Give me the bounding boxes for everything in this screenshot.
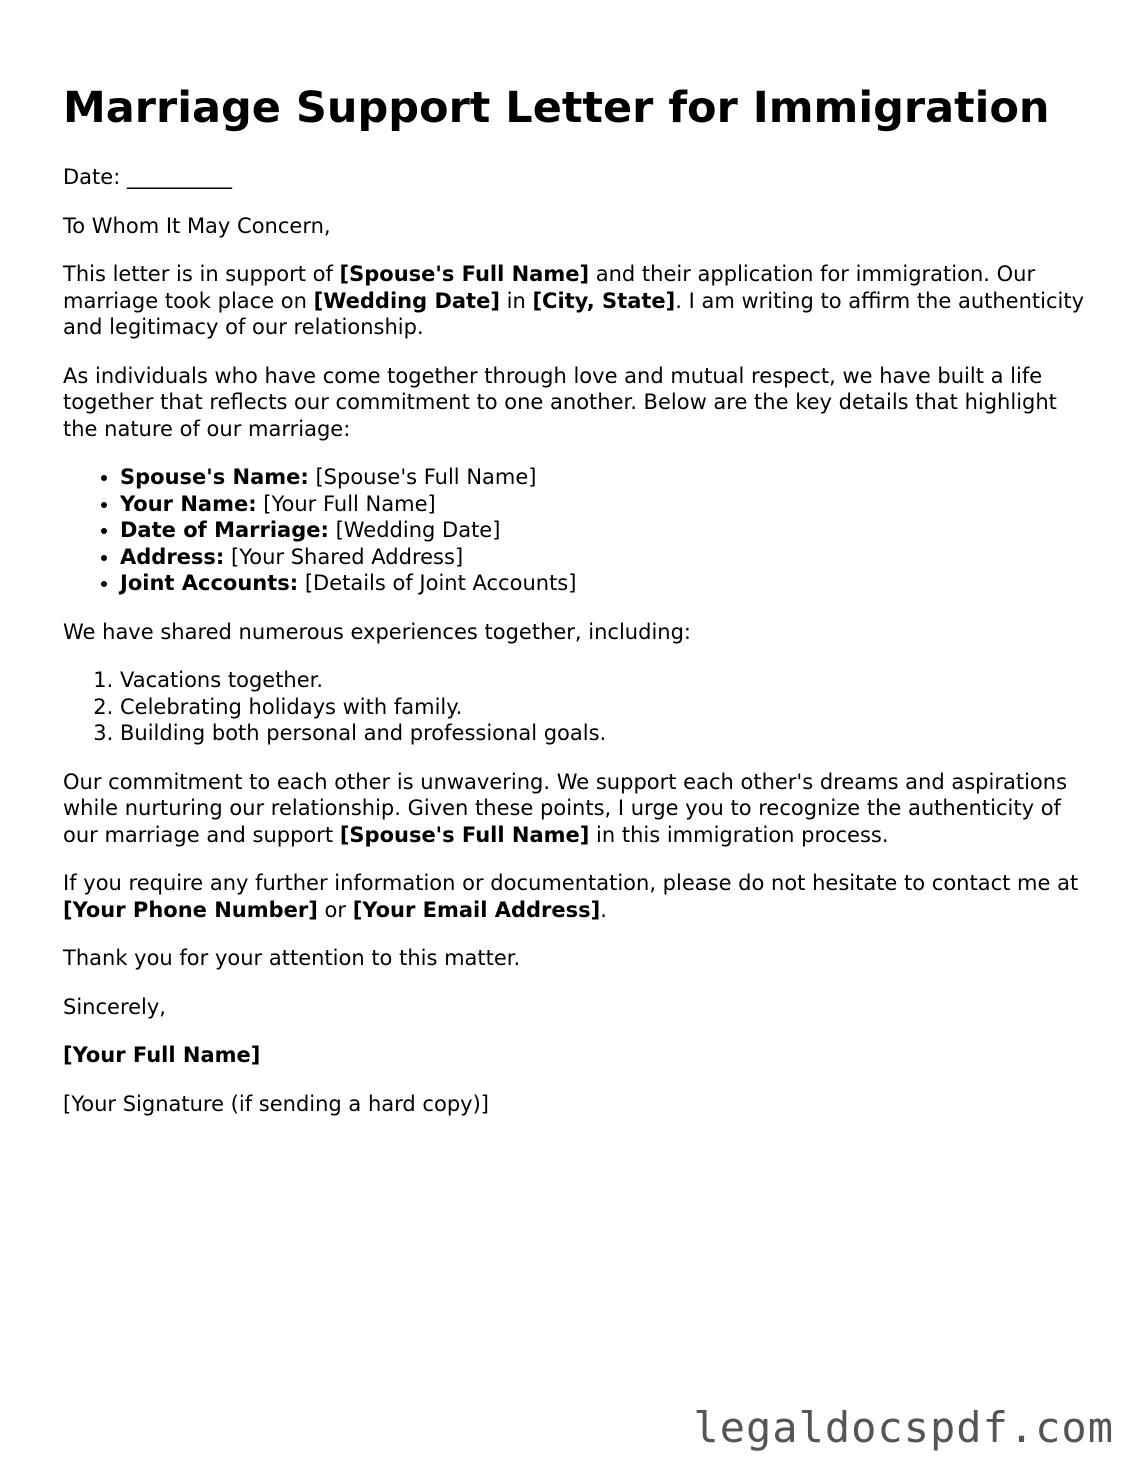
city-state-placeholder: [City, State] [532, 288, 676, 313]
contact-text-3: . [600, 897, 607, 922]
commitment-paragraph [63, 769, 1093, 849]
intro-text-4: . I am writing to affirm the authenticity and legitimacy of our relationship. [63, 288, 1085, 339]
phone-placeholder: [Your Phone Number] [63, 897, 318, 922]
intro-text-2: and their application for immigration. Our marriage took place on [63, 262, 1036, 313]
detail-value: [Spouse's Full Name] [308, 465, 537, 489]
intro-text-3: in [499, 288, 533, 313]
email-placeholder: [Your Email Address] [352, 897, 601, 922]
experiences-intro: We have shared numerous experiences together, including: [63, 619, 691, 644]
spouse-name-placeholder: [Spouse's Full Name] [339, 822, 590, 847]
list-item [120, 491, 1093, 518]
list-item [120, 517, 1093, 544]
commitment-text-2: in this immigration process. [589, 822, 889, 847]
contact-text-1: If you require any further information or documentation, please do not hesitate to contact me at [63, 871, 1079, 895]
date-line: Date: __________ [63, 165, 232, 189]
experiences-list [63, 667, 1093, 747]
contact-text-2: or [317, 897, 353, 922]
spouse-name-placeholder: [Spouse's Full Name] [339, 262, 590, 286]
salutation: To Whom It May Concern, [63, 213, 331, 238]
list-item: 1. Vacations together. [120, 667, 1093, 694]
signature-note: [Your Signature (if sending a hard copy)] [63, 1091, 489, 1116]
document-title: Marriage Support Letter for Immigration [63, 83, 1050, 133]
signer-name-placeholder: [Your Full Name] [63, 1043, 261, 1067]
list-item [120, 544, 1093, 571]
intro-paragraph [63, 261, 1093, 341]
wedding-date-placeholder: [Wedding Date] [313, 288, 500, 313]
detail-value: [Wedding Date] [328, 518, 501, 542]
detail-label: Address: [120, 544, 225, 569]
list-item: 2. Celebrating holidays with family. [120, 694, 1093, 721]
intro-text-1: This letter is in support of [63, 262, 340, 286]
list-item [120, 570, 1093, 597]
detail-value: [Your Full Name] [256, 491, 436, 516]
detail-value: [Your Shared Address] [224, 544, 464, 569]
detail-label: Spouse's Name: [120, 465, 309, 489]
closing-line: Sincerely, [63, 994, 166, 1019]
contact-paragraph [63, 870, 1093, 923]
list-item [120, 464, 1093, 491]
detail-label: Date of Marriage: [120, 518, 329, 542]
thank-you-line: Thank you for your attention to this matter. [63, 946, 521, 970]
signer-name [63, 1042, 1093, 1069]
list-item: 3. Building both personal and professional goals. [120, 720, 1093, 747]
detail-value: [Details of Joint Accounts] [298, 571, 577, 595]
relationship-paragraph: As individuals who have come together through love and mutual respect, we have built a life together that reflects our commitment to one another. Below are the key details that highlight the nature of our marriage: [63, 363, 1057, 441]
key-details-list [63, 464, 1093, 597]
watermark: legaldocspdf.com [693, 1403, 1114, 1452]
commitment-text-1: Our commitment to each other is unwavering. We support each other's dreams and aspirations while nurturing our relationship. Given these points, I urge you to recognize the authenticity of our marriage and support [63, 769, 1068, 847]
detail-label: Joint Accounts: [120, 571, 299, 595]
detail-label: Your Name: [120, 491, 257, 516]
letter-document [63, 82, 1093, 1139]
